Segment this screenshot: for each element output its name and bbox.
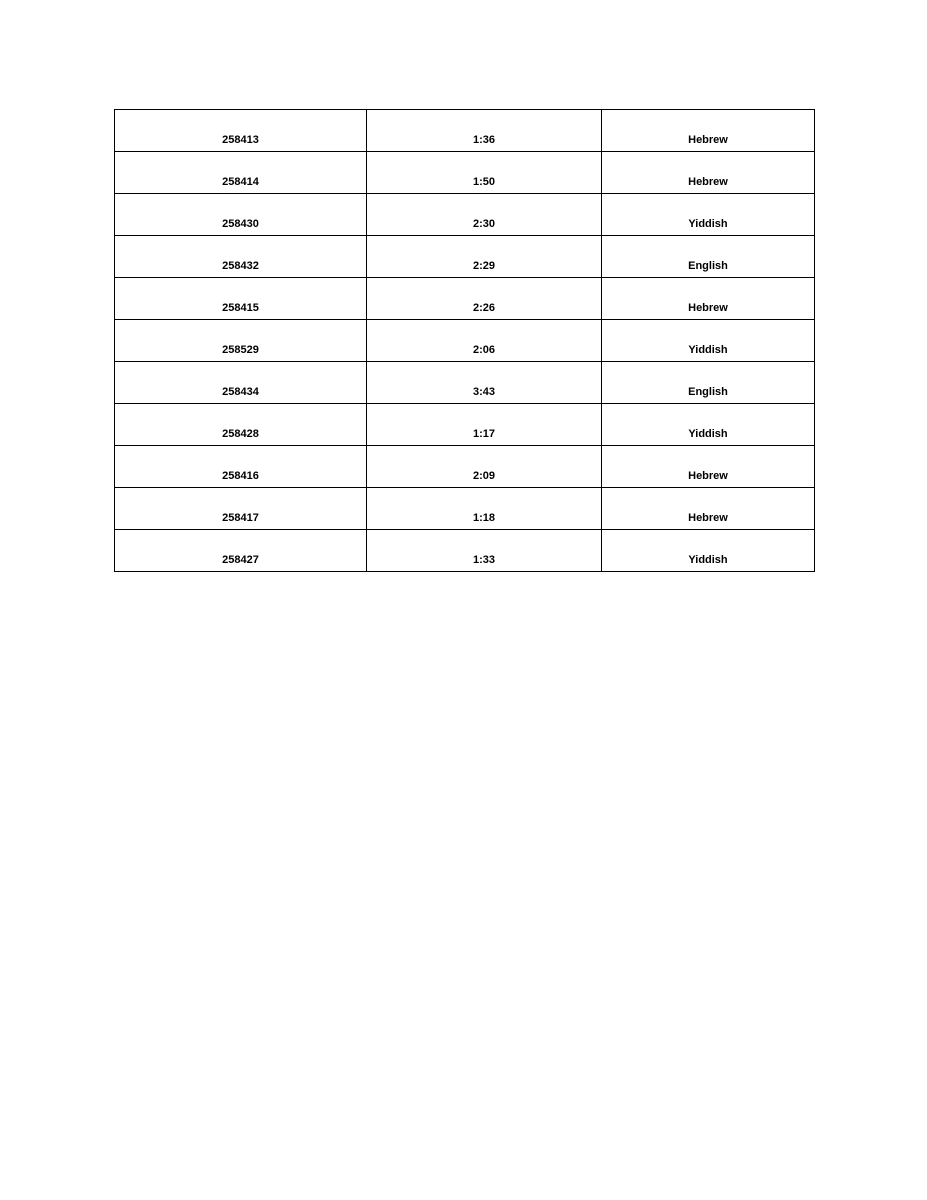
duration-cell: 2:06 — [367, 320, 602, 362]
language-cell: Hebrew — [602, 446, 815, 488]
table-row — [115, 488, 815, 530]
duration-cell: 1:50 — [367, 152, 602, 194]
language-cell: English — [602, 236, 815, 278]
id-cell: 258414 — [115, 152, 367, 194]
language-cell: Hebrew — [602, 152, 815, 194]
language-cell: Hebrew — [602, 278, 815, 320]
duration-cell: 1:33 — [367, 530, 602, 572]
table-row — [115, 194, 815, 236]
table-row — [115, 278, 815, 320]
table-row — [115, 110, 815, 152]
language-cell: Yiddish — [602, 320, 815, 362]
language-cell: Yiddish — [602, 530, 815, 572]
duration-cell: 2:26 — [367, 278, 602, 320]
table-row — [115, 362, 815, 404]
id-cell: 258434 — [115, 362, 367, 404]
duration-cell: 2:29 — [367, 236, 602, 278]
language-cell: Hebrew — [602, 110, 815, 152]
id-cell: 258430 — [115, 194, 367, 236]
table-row — [115, 236, 815, 278]
table-body — [115, 110, 815, 572]
duration-cell: 2:30 — [367, 194, 602, 236]
language-cell: Hebrew — [602, 488, 815, 530]
table-row — [115, 530, 815, 572]
id-cell: 258432 — [115, 236, 367, 278]
id-cell: 258428 — [115, 404, 367, 446]
duration-cell: 3:43 — [367, 362, 602, 404]
recordings-table — [114, 109, 815, 572]
table-row — [115, 446, 815, 488]
id-cell: 258417 — [115, 488, 367, 530]
id-cell: 258415 — [115, 278, 367, 320]
table-row — [115, 320, 815, 362]
duration-cell: 1:17 — [367, 404, 602, 446]
language-cell: English — [602, 362, 815, 404]
language-cell: Yiddish — [602, 404, 815, 446]
duration-cell: 2:09 — [367, 446, 602, 488]
duration-cell: 1:36 — [367, 110, 602, 152]
id-cell: 258529 — [115, 320, 367, 362]
language-cell: Yiddish — [602, 194, 815, 236]
id-cell: 258416 — [115, 446, 367, 488]
duration-cell: 1:18 — [367, 488, 602, 530]
table-row — [115, 404, 815, 446]
table-row — [115, 152, 815, 194]
id-cell: 258427 — [115, 530, 367, 572]
id-cell: 258413 — [115, 110, 367, 152]
